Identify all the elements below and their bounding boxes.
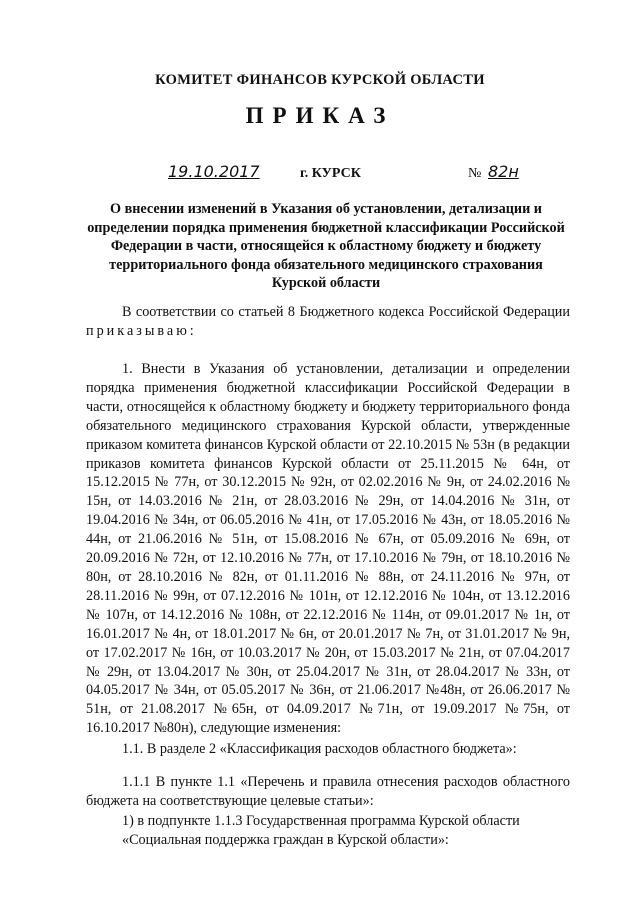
order-heading: О внесении изменений в Указания об установлении, детализации и определении порядка применения бюджетной классификации Российской Федерации в части, относящейся к областному бюджету и бюджету территориального фонда обязательного медицинского страхования Курской области [87, 201, 565, 292]
order-title: ПРИКАЗ [245, 103, 395, 128]
order-meta-row [0, 162, 640, 186]
order-city: г. КУРСК [300, 166, 361, 181]
order-number: 82н [488, 162, 519, 181]
program-name: «Социальная поддержка граждан в Курской области»: [122, 832, 449, 848]
paragraph-1-1-1: 1.1.1 В пункте 1.1 «Перечень и правила отнесения расходов областного бюджета на соответствующие целевые статьи»: [86, 774, 570, 809]
paragraph-1-1: 1.1. В разделе 2 «Классификация расходов областного бюджета»: [122, 741, 517, 757]
preamble-order-word: приказываю: [86, 322, 197, 339]
paragraph-1: 1. Внести в Указания об установлении, детализации и определении порядка применения бюджетной классификации Российской Федерации в части, относящейся к областному бюджету и бюджету территориального фонда обязательного медицинского страхования Курской области, утвержденные приказом комитета финансов Курской области от 22.10.2015 № 53н (в редакции приказов комитета финансов Курской области от 25.11.2015 № 64н, от 15.12.2015 № 77н, от 30.12.2015 № 92н, от 02.02.2016 № 9н, от 24.02.2016 № 15н, от 14.03.2016 № 21н, от 28.03.2016 № 29н, от 14.04.2016 № 31н, от 19.04.2016 № 34н, от 06.05.2016 № 41н, от 17.05.2016 № 43н, от 18.05.2016 № 44н, от 21.06.2016 № 51н, от 15.08.2016 № 67н, от 05.09.2016 № 69н, от 20.09.2016 № 72н, от 12.10.2016 № 77н, от 17.10.2016 № 79н, от 18.10.2016 № 80н, от 28.10.2016 № 82н, от 01.11.2016 № 88н, от 24.11.2016 № 97н, от 28.11.2016 № 99н, от 07.12.2016 № 101н, от 12.12.2016 № 104н, от 13.12.2016 № 107н, от 14.12.2016 № 108н, от 22.12.2016 № 114н, от 09.01.2017 № 1н, от 16.01.2017 № 4н, от 18.01.2017 № 6н, от 20.01.2017 № 7н, от 31.01.2017 № 9н, от 17.02.2017 № 16н, от 10.03.2017 № 20н, от 15.03.2017 № 21н, от 07.04.2017 № 29н, от 13.04.2017 № 30н, от 25.04.2017 № 31н, от 28.04.2017 № 33н, от 04.05.2017 № 34н, от 05.05.2017 № 36н, от 21.06.2017 №48н, от 26.06.2017 № 51н, от 21.08.2017 №65н, от 04.09.2017 №71н, от 19.09.2017 №75н, от 16.10.2017 №80н), следующие изменения: [86, 361, 570, 737]
order-date: 19.10.2017 [168, 162, 260, 181]
order-number-sign: № [468, 166, 482, 181]
subparagraph-1: 1) в подпункте 1.1.3 Государственная программа Курской области [122, 813, 520, 829]
committee-name: КОМИТЕТ ФИНАНСОВ КУРСКОЙ ОБЛАСТИ [155, 72, 485, 88]
preamble-paragraph [86, 303, 570, 341]
preamble-text: В соответствии со статьей 8 Бюджетного кодекса Российской Федерации [122, 304, 570, 320]
